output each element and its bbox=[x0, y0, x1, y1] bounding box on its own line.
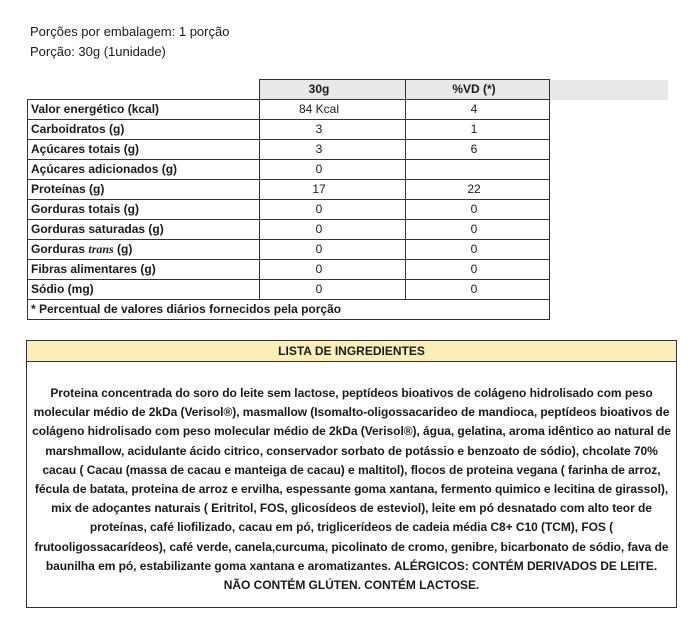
nutrient-label: Proteínas (g) bbox=[28, 180, 260, 200]
nutrient-dv: 22 bbox=[406, 180, 550, 200]
nutrient-value: 0 bbox=[260, 280, 406, 300]
nutrient-value: 3 bbox=[260, 120, 406, 140]
nutrient-dv: 6 bbox=[406, 140, 550, 160]
table-row bbox=[28, 200, 668, 220]
nutrient-label: Gorduras saturadas (g) bbox=[28, 220, 260, 240]
header-daily-value: %VD (*) bbox=[406, 80, 550, 100]
nutrient-value: 0 bbox=[260, 160, 406, 180]
label-suffix: (g) bbox=[113, 242, 133, 256]
portions-per-package: Porções por embalagem: 1 porção bbox=[30, 24, 230, 39]
header-portion: 30g bbox=[260, 80, 406, 100]
nutrient-dv bbox=[406, 160, 550, 180]
nutrient-value: 0 bbox=[260, 220, 406, 240]
nutrient-dv: 0 bbox=[406, 280, 550, 300]
nutrient-value: 0 bbox=[260, 260, 406, 280]
table-row bbox=[28, 280, 668, 300]
nutrient-label: Valor energético (kcal) bbox=[28, 100, 260, 120]
table-row bbox=[28, 240, 668, 260]
label-prefix: Gorduras bbox=[31, 242, 89, 256]
nutrition-header-row bbox=[28, 80, 668, 100]
ingredients-text: Proteina concentrada do soro do leite sem lactose, peptídeos bioativos de colágeno hidrolisado com peso molecular médio de 2kDa (Verisol®), masmallow (Isomalto-oligossacarideo de mandioca, peptídeos bioativos de colágeno hidrolisado com peso molecular médio de 2kDa (Verisol®), água, gelatina, aroma idêntico ao natural de marshmallow, acidulante ácido citrico, conservador sorbato de potássio e benzoato de sódio), chcolate 70% cacau ( Cacau (massa de cacau e manteiga de cacau) e maltitol), flocos de proteina vegana ( farinha de arroz, fécula de batata, proteina de arroz e ervilha, espessante goma xantana, fermento quimico e lecitina de girassol), mix de adoçantes naturais ( Eritritol, FOS, glicosídeos de esteviol), leite em pó desnatado com alto teor de proteínas, café liofilizado, cacau em pó, triglicerídeos de cadeia média C8+ C10 (TCM), FOS ( frutooligossacarídeos), café verde, canela,curcuma, picolinato de cromo, genibre, bicarbonato de sódio, fava de baunilha em pó, estabilizante goma xantana e aromatizantes. ALÉRGICOS: CONTÉM DERIVADOS DE LEITE. NÃO CONTÉM GLÚTEN. CONTÉM LACTOSE. bbox=[32, 386, 671, 593]
footnote: * Percentual de valores diários fornecidos pela porção bbox=[28, 300, 550, 320]
table-row bbox=[28, 140, 668, 160]
table-row bbox=[28, 100, 668, 120]
nutrient-dv: 0 bbox=[406, 200, 550, 220]
nutrient-dv: 0 bbox=[406, 260, 550, 280]
table-row bbox=[28, 160, 668, 180]
nutrient-value: 3 bbox=[260, 140, 406, 160]
table-row bbox=[28, 180, 668, 200]
nutrient-value: 0 bbox=[260, 240, 406, 260]
portion-info bbox=[30, 22, 229, 62]
table-row bbox=[28, 260, 668, 280]
nutrient-value: 17 bbox=[260, 180, 406, 200]
footnote-row bbox=[28, 300, 668, 320]
header-blank-cell bbox=[28, 80, 260, 100]
nutrient-dv: 4 bbox=[406, 100, 550, 120]
ingredients-title: LISTA DE INGREDIENTES bbox=[27, 341, 676, 362]
ingredients-box bbox=[26, 340, 677, 608]
header-extension bbox=[550, 80, 668, 100]
nutrient-label: Gorduras totais (g) bbox=[28, 200, 260, 220]
portion-size: Porção: 30g (1unidade) bbox=[30, 44, 166, 59]
nutrient-value: 84 Kcal bbox=[260, 100, 406, 120]
nutrient-value: 0 bbox=[260, 200, 406, 220]
table-row bbox=[28, 220, 668, 240]
nutrient-dv: 0 bbox=[406, 220, 550, 240]
label-italic: trans bbox=[88, 242, 114, 256]
nutrient-label: Carboidratos (g) bbox=[28, 120, 260, 140]
nutrient-label: Açúcares adicionados (g) bbox=[28, 160, 260, 180]
table-row bbox=[28, 120, 668, 140]
nutrient-dv: 0 bbox=[406, 240, 550, 260]
nutrient-dv: 1 bbox=[406, 120, 550, 140]
nutrient-label: Açúcares totais (g) bbox=[28, 140, 260, 160]
nutrient-label: Fibras alimentares (g) bbox=[28, 260, 260, 280]
nutrient-label-trans bbox=[28, 240, 260, 260]
nutrition-table bbox=[27, 79, 668, 320]
nutrient-label: Sódio (mg) bbox=[28, 280, 260, 300]
